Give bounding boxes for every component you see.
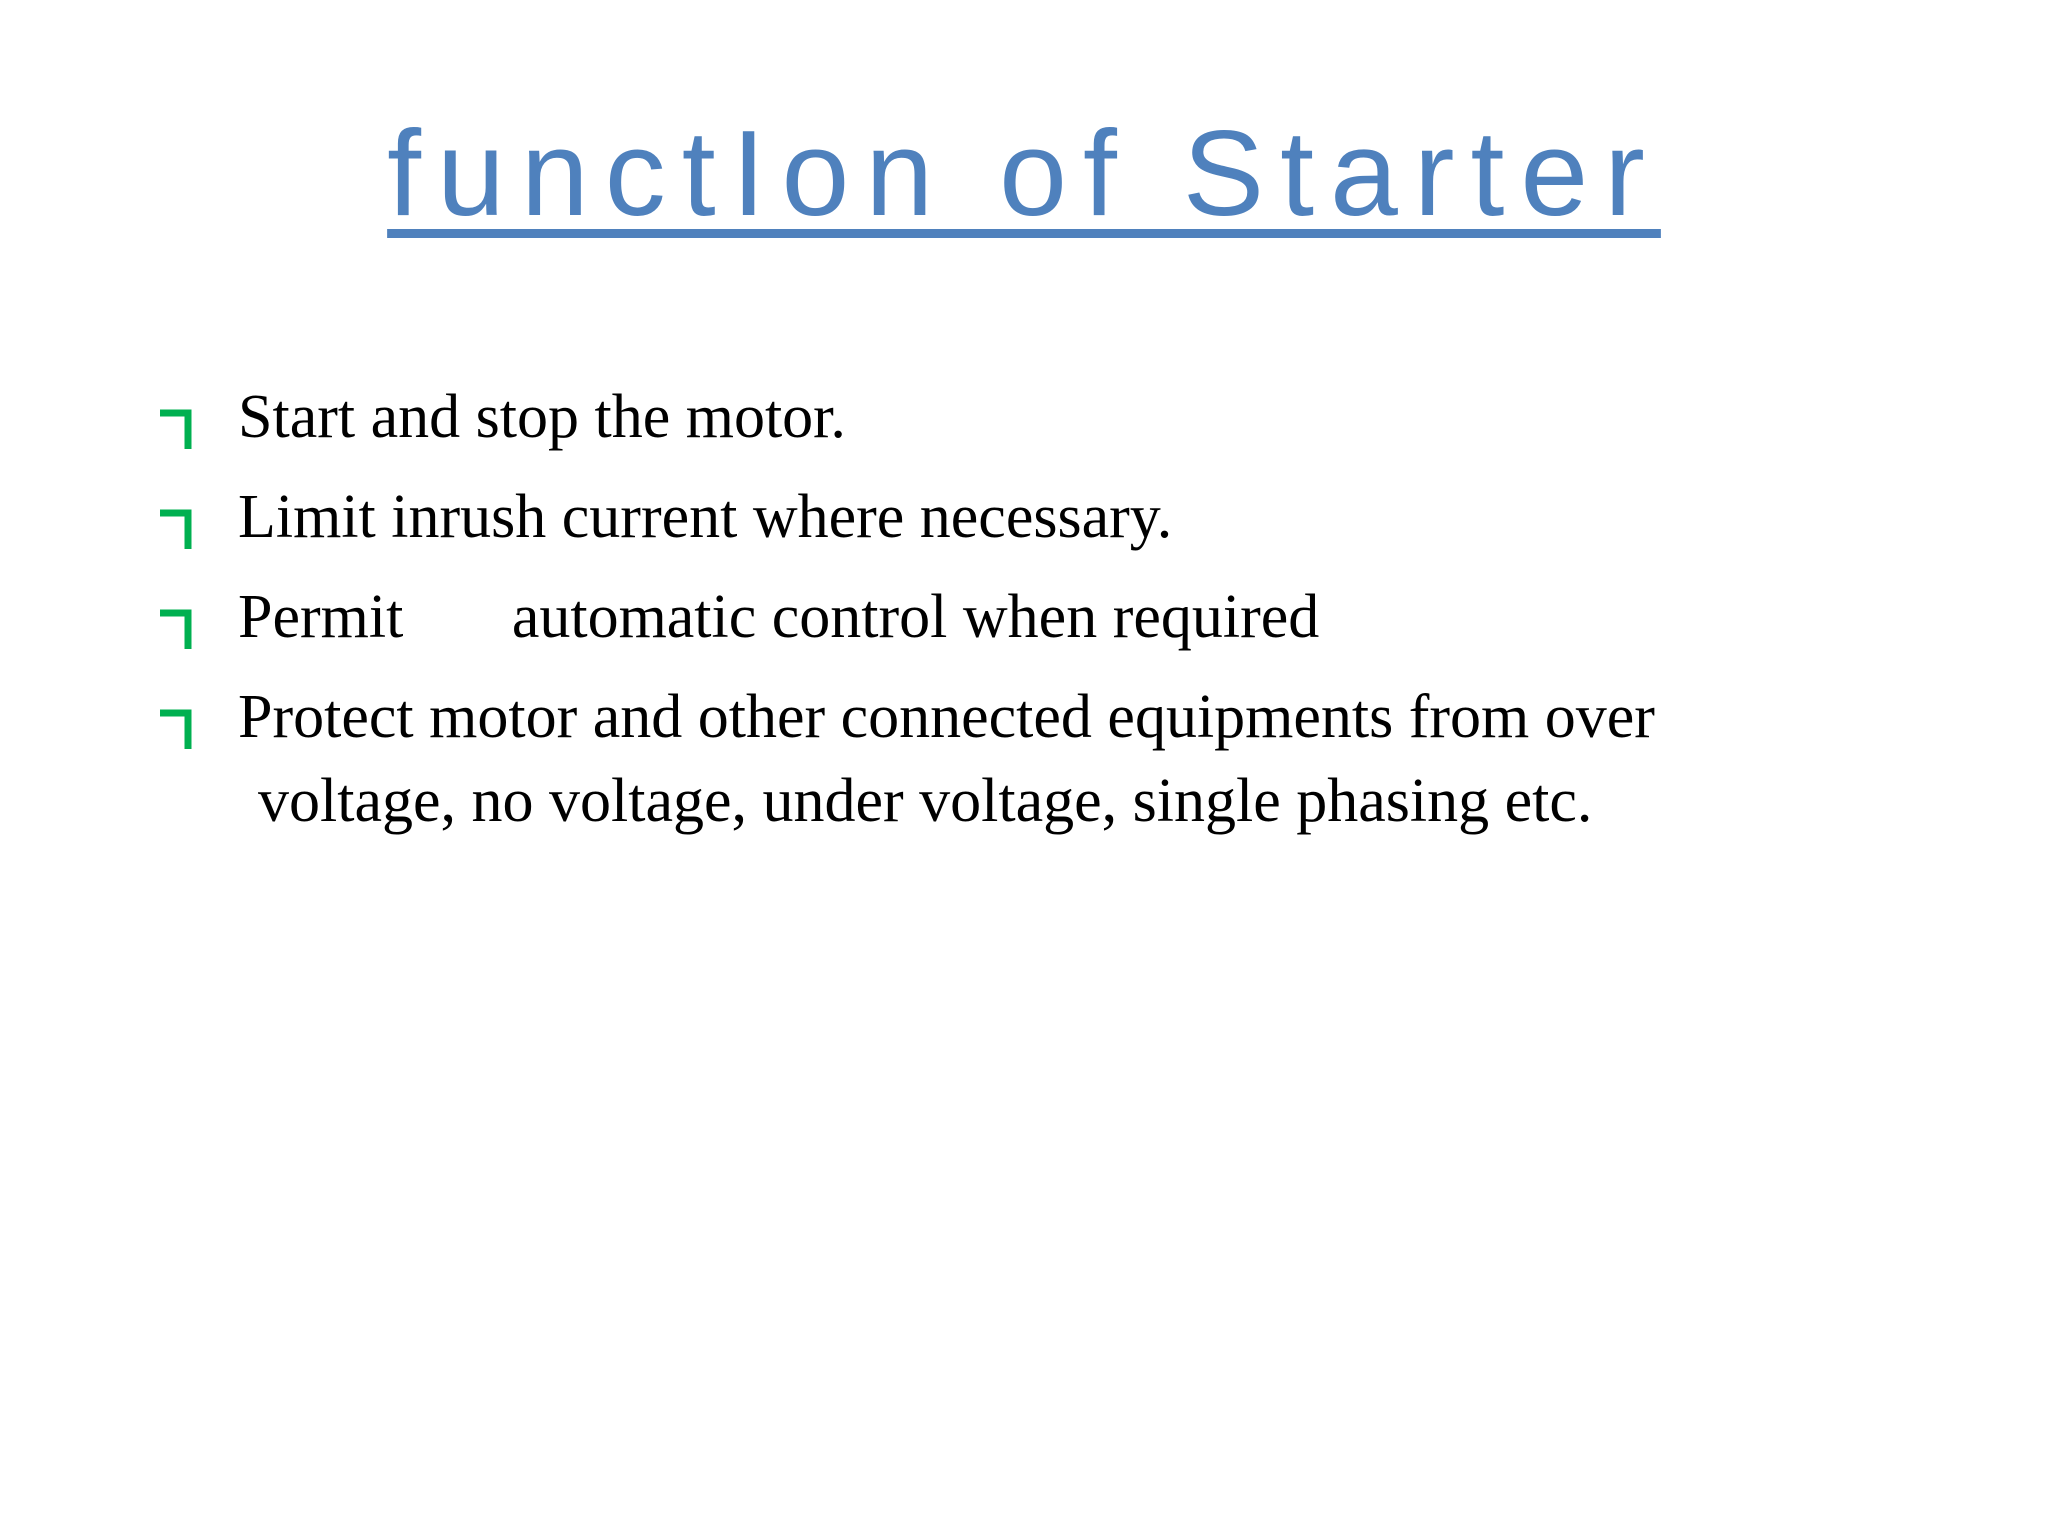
bullet-text: Permit automatic control when required [238,583,1320,651]
list-item [158,575,2018,659]
corner-bracket-icon [158,709,194,751]
slide-title: functIon of Starter [387,105,1661,241]
bullet-text: Limit inrush current where necessary. [238,483,1173,551]
bullet-text: Start and stop the motor. [238,383,846,451]
corner-bracket-icon [158,509,194,551]
list-item [158,675,2018,843]
corner-bracket-icon [158,609,194,651]
corner-bracket-icon [158,409,194,451]
list-item [158,475,2018,559]
bullet-text: Protect motor and other connected equipments from over [238,683,1655,751]
bullet-text-continuation: voltage, no voltage, under voltage, single phasing etc. [258,767,1593,835]
list-item [158,375,2018,459]
bullet-list [158,375,2018,859]
